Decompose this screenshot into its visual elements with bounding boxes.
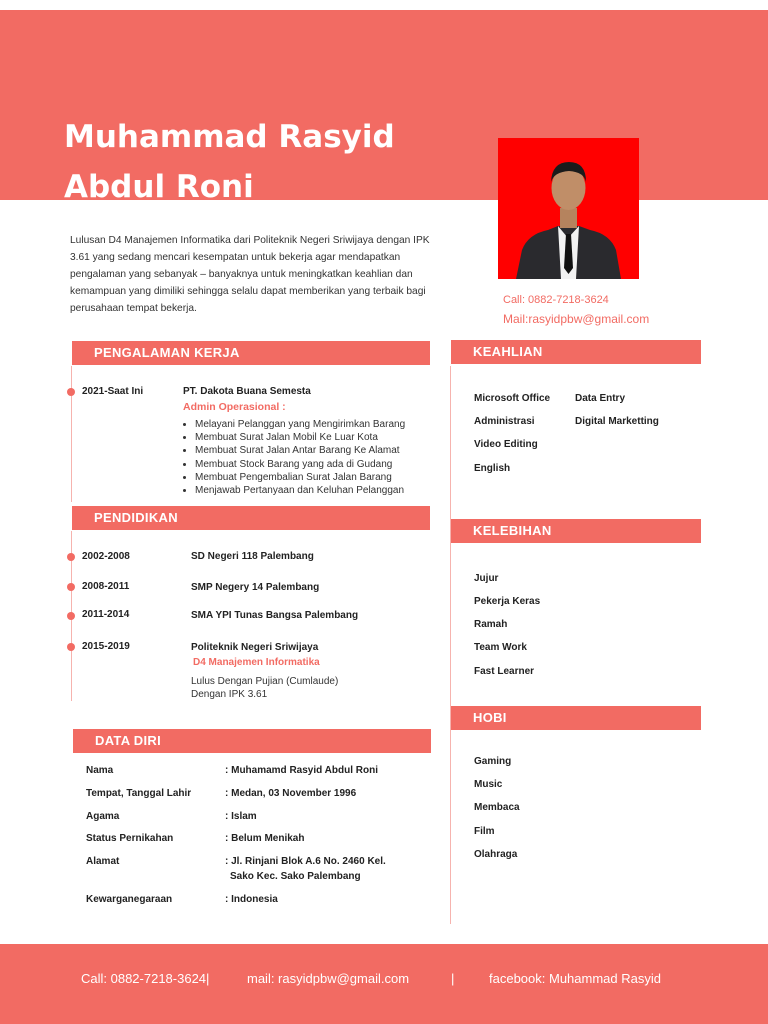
footer-phone: Call: 0882-7218-3624| [81,971,210,986]
right-column-line [450,366,451,924]
footer-separator: | [451,971,455,986]
list-item: • Membuat Pengembalian Surat Jalan Barang [195,471,405,484]
strength-item: Fast Learner [474,666,535,677]
strength-item: Team Work [474,642,527,653]
timeline-dot [67,388,75,396]
timeline-dot [67,612,75,620]
header-phone: Call: 0882-7218-3624 [503,294,609,306]
personal-label: Agama [86,811,120,822]
personal-value: Sako Kec. Sako Palembang [230,871,361,882]
experience-company: PT. Dakota Buana Semesta [183,386,311,397]
header-email[interactable]: Mail:rasyidpbw@gmail.com [503,312,650,326]
personal-data-heading: DATA DIRI [73,729,431,753]
education-period: 2002-2008 [82,551,130,562]
personal-label: Tempat, Tanggal Lahir [86,788,192,799]
experience-timeline [71,366,72,502]
education-school: Politeknik Negeri Sriwijaya [191,642,319,653]
hobby-item: Music [474,779,503,790]
footer-band [0,944,768,1024]
personal-value: : Belum Menikah [225,833,305,844]
hobby-item: Olahraga [474,849,518,860]
skill-item: Data Entry [575,393,626,404]
skill-item: Microsoft Office [474,393,551,404]
education-period: 2008-2011 [82,581,130,592]
personal-value: : Muhamamd Rasyid Abdul Roni [225,765,378,776]
list-item: • Membuat Stock Barang yang ada di Gudang [195,458,405,471]
strength-item: Pekerja Keras [474,596,541,607]
timeline-dot [67,643,75,651]
hobby-item: Gaming [474,756,512,767]
experience-role: Admin Operasional : [183,401,286,413]
skill-item: Video Editing [474,439,538,450]
personal-label: Alamat [86,856,120,867]
hobby-item: Membaca [474,802,520,813]
hobby-item: Film [474,826,495,837]
name-line-2: Abdul Roni [64,169,254,200]
personal-label: Status Pernikahan [86,833,174,844]
hobbies-heading: HOBI [451,706,701,730]
experience-heading: PENGALAMAN KERJA [72,341,430,365]
profile-summary: Lulusan D4 Manajemen Informatika dari Politeknik Negeri Sriwijaya dengan IPK 3.61 yang sedang mencari kesempatan untuk bekerja agar mendapatkan pengalaman yang sebanyak – banyaknya untuk meningkatkan keahlian dan kemampuan yang dimiliki sehingga selalu dapat memberikan yang terbaik bagi perusahaan tempat bekerja. [70,235,430,314]
candidate-name [64,112,484,200]
personal-value: : Medan, 03 November 1996 [225,788,357,799]
education-school: SMA YPI Tunas Bangsa Palembang [191,610,359,621]
name-line-1: Muhammad Rasyid [64,119,395,155]
experience-period: 2021-Saat Ini [82,386,144,397]
education-period: 2015-2019 [82,641,130,652]
strengths-heading: KELEBIHAN [451,519,701,543]
list-item: • Membuat Surat Jalan Mobil Ke Luar Kota [195,431,405,444]
education-note: Dengan IPK 3.61 [191,689,268,700]
personal-label: Nama [86,765,114,776]
education-note: Lulus Dengan Pujian (Cumlaude) [191,676,339,687]
profile-photo [498,138,639,279]
personal-value: : Jl. Rinjani Blok A.6 No. 2460 Kel. [225,856,386,867]
personal-label: Kewarganegaraan [86,894,173,905]
list-item: • Menjawab Pertanyaan dan Keluhan Pelanggan [195,484,405,497]
education-school: SMP Negery 14 Palembang [191,582,320,593]
timeline-dot [67,583,75,591]
education-period: 2011-2014 [82,609,130,620]
personal-value: : Islam [225,811,257,822]
education-major: D4 Manajemen Informatika [193,657,320,668]
footer-email[interactable]: mail: rasyidpbw@gmail.com [247,971,410,986]
personal-value: : Indonesia [225,894,278,905]
list-item: • Melayani Pelanggan yang Mengirimkan Barang [195,418,405,431]
strength-item: Ramah [474,619,508,630]
skill-item: Administrasi [474,416,535,427]
list-item: • Membuat Surat Jalan Antar Barang Ke Alamat [195,444,405,457]
footer-facebook[interactable]: facebook: Muhammad Rasyid [489,971,661,986]
education-school: SD Negeri 118 Palembang [191,551,314,562]
strength-item: Jujur [474,573,499,584]
person-photo-icon [498,138,639,279]
timeline-dot [67,553,75,561]
skills-heading: KEAHLIAN [451,340,701,364]
experience-task-list [183,418,405,497]
education-heading: PENDIDIKAN [72,506,430,530]
skill-item: Digital Marketting [575,416,659,427]
skill-item: English [474,463,511,474]
